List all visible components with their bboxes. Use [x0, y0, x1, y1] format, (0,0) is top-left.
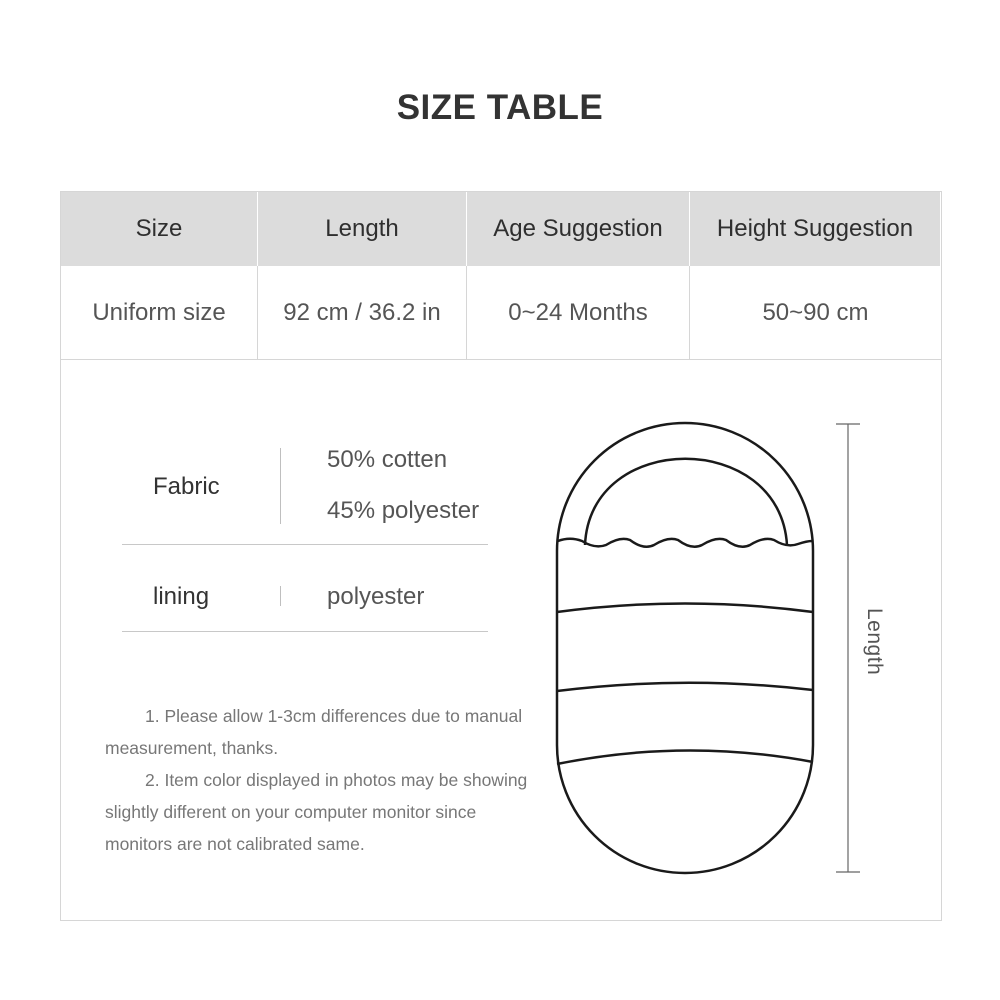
fabric-divider [280, 448, 281, 524]
seam-3 [557, 750, 813, 764]
cell-length: 92 cm / 36.2 in [258, 266, 467, 359]
materials-bottom-separator [122, 631, 488, 632]
notes [105, 700, 545, 860]
fabric-label: Fabric [153, 473, 220, 500]
fabric-value-2: 45% polyester [327, 497, 480, 524]
wavy-seam [558, 539, 812, 547]
header-size: Size [61, 192, 258, 266]
lining-divider [280, 586, 281, 606]
table-row [61, 266, 941, 360]
dimension-label: Length [863, 608, 886, 676]
lining-value: polyester [327, 583, 425, 610]
note-1: 1. Please allow 1-3cm differences due to manual measurement, thanks. [105, 706, 523, 758]
fabric-value-1: 50% cotten [327, 446, 448, 473]
header-age: Age Suggestion [467, 192, 690, 266]
note-2: 2. Item color displayed in photos may be showing slightly different on your computer monitor since monitors are not calibrated same. [105, 770, 528, 854]
seam-1 [557, 604, 813, 613]
seam-2 [557, 683, 813, 691]
sleeping-bag-icon [540, 410, 880, 890]
materials-separator [122, 544, 488, 545]
page-title: SIZE TABLE [396, 88, 604, 127]
header-height: Height Suggestion [690, 192, 941, 266]
hood-arch [585, 459, 787, 545]
lining-label: lining [153, 583, 210, 610]
cell-size: Uniform size [61, 266, 258, 359]
header-length: Length [258, 192, 467, 266]
cell-height: 50~90 cm [762, 298, 869, 326]
sleeping-bag-outline [557, 423, 813, 873]
cell-age: 0~24 Months [467, 266, 690, 359]
table-header-row [61, 192, 941, 266]
